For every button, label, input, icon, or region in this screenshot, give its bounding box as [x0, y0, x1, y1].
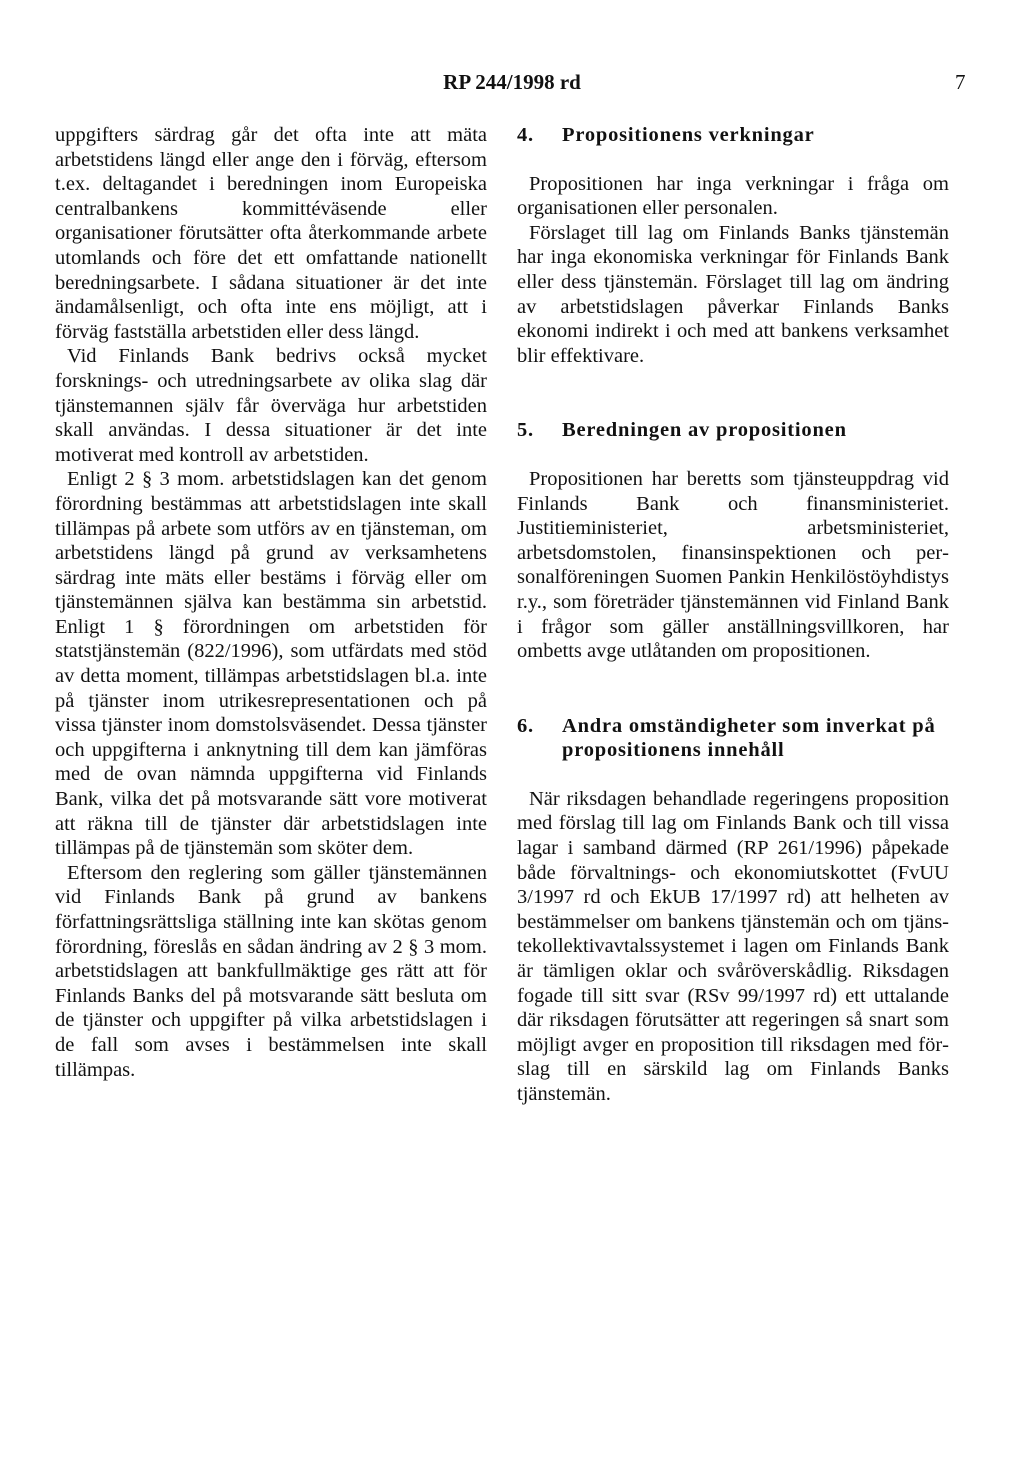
section-heading-6 — [517, 714, 949, 763]
paragraph: Vid Finlands Bank bedrivs också mycket forsknings- och utredningsarbete av olika slag där tjänstemannen själv får överväga hur arbetstiden skall användas. I dessa situationer är det inte motiverat med kontroll av arbetstiden. — [55, 345, 487, 466]
paragraph: När riksdagen behandlade regeringens proposition med förslag till lag om Finlands Bank och till vissa lagar i samband därmed (RP 261/1996) påpekade både förvaltnings- och ekonomiutskottet (FvUU 3/1997 rd och EkUB 17/1997 rd) att helheten av bestämmelser om bankens tjänstemän och om tjänstekollektivavtalssystemet i lagen om Finlands Bank är tämligen oklar och svåröverskådlig. Riksdagen fogade till sitt svar (RSv 99/1997 rd) ett uttalande där riksdagen förutsätter att regeringen så snart som möjligt avger en proposition till riksdagen med förslag till en särskild lag om Finlands Banks tjänstemän. — [517, 787, 949, 1105]
paragraph: Eftersom den reglering som gäller tjänstemännen vid Finlands Bank på grund av bankens författningsrättsliga ställning inte kan skötas genom förordning, föreslås en sådan ändring av 2 § 3 mom. arbetstidslagen att bankfullmäktige ges rätt att för Finlands Banks del på motsvarande sätt besluta om de tjänster och uppgifter på vilka arbetstidslagen i de fall som avses i bestämmelsen inte skall tillämpas. — [55, 861, 487, 1081]
left-column — [55, 123, 487, 1082]
paragraph: Förslaget till lag om Finlands Banks tjänstemän har inga ekonomiska verkningar för Finlands Bank eller dess tjänstemän. Förslaget till lag om ändring av arbetstidslagen påverkar Finlands Banks ekonomi indirekt i och med att bankens verksamhet blir effektivare. — [517, 221, 949, 367]
paragraph: Propositionen har beretts som tjänsteuppdrag vid Finlands Bank och finansministeriet. Justitieministeriet, arbetsministeriet, arbetsdomstolen, finansinspektionen och personalföreningen Suomen Pankin Henkilöstöyhdistys r.y., som företräder tjänstemännen vid Finland Bank i frågor som gäller anställningsvillkoren, har ombetts avge utlåtanden om propositionen. — [517, 467, 949, 663]
page-number: 7 — [955, 70, 966, 94]
section-title: Propositionens verkningar — [562, 124, 815, 146]
paragraph: uppgifters särdrag går det ofta inte att mäta arbetstidens längd eller ange den i förväg, eftersom t.ex. deltagandet i beredningen inom Europeiska centralbankens kommittéväsende eller organisationer förutsätter ofta återkommande arbete utomlands och före det ett omfattande nationellt beredningsarbete. I sådana situationer är det inte ändamålsenligt, och ofta inte ens möjligt, att i förväg fastställa arbetstiden eller dess längd. — [55, 124, 487, 343]
section-number: 6. — [517, 714, 534, 737]
right-column — [517, 123, 949, 1107]
section-number: 5. — [517, 419, 534, 442]
paragraph: Propositionen har inga verkningar i fråga om organisationen eller personalen. — [517, 172, 949, 220]
section-title: Andra omständigheter som inverkat på propositionens innehåll — [562, 714, 936, 762]
section-heading-4 — [517, 123, 949, 148]
running-header: RP 244/1998 rd — [443, 70, 581, 94]
paragraph: Enligt 2 § 3 mom. arbetstidslagen kan det genom förordning bestämmas att arbetstidslagen inte skall tillämpas på arbete som utförs av en tjänsteman, om arbetstidens längd på grund av verksamhetens särdrag inte mäts eller bestäms i förväg eller om tjänstemännen själva kan bestämma sin arbetstid. Enligt 1 § förordningen om arbetstiden för statstjänstemän (822/1996), som utfärdats med stöd av detta moment, tillämpas arbetstidslagen bl.a. inte på tjänster inom utrikesrepresentationen och på vissa tjänster inom domstolsväsendet. Dessa tjänster och uppgifterna i anknytning till dem kan jämföras med de ovan nämnda uppgifterna vid Finlands Bank, vilka det på motsvarande sätt vore motiverat att räkna till de tjänster där arbetstidslagen inte tillämpas på de tjänstemän som sköter dem. — [55, 468, 487, 860]
section-heading-5 — [517, 418, 949, 443]
section-title: Beredningen av propositionen — [562, 419, 847, 442]
section-number: 4. — [517, 124, 534, 146]
